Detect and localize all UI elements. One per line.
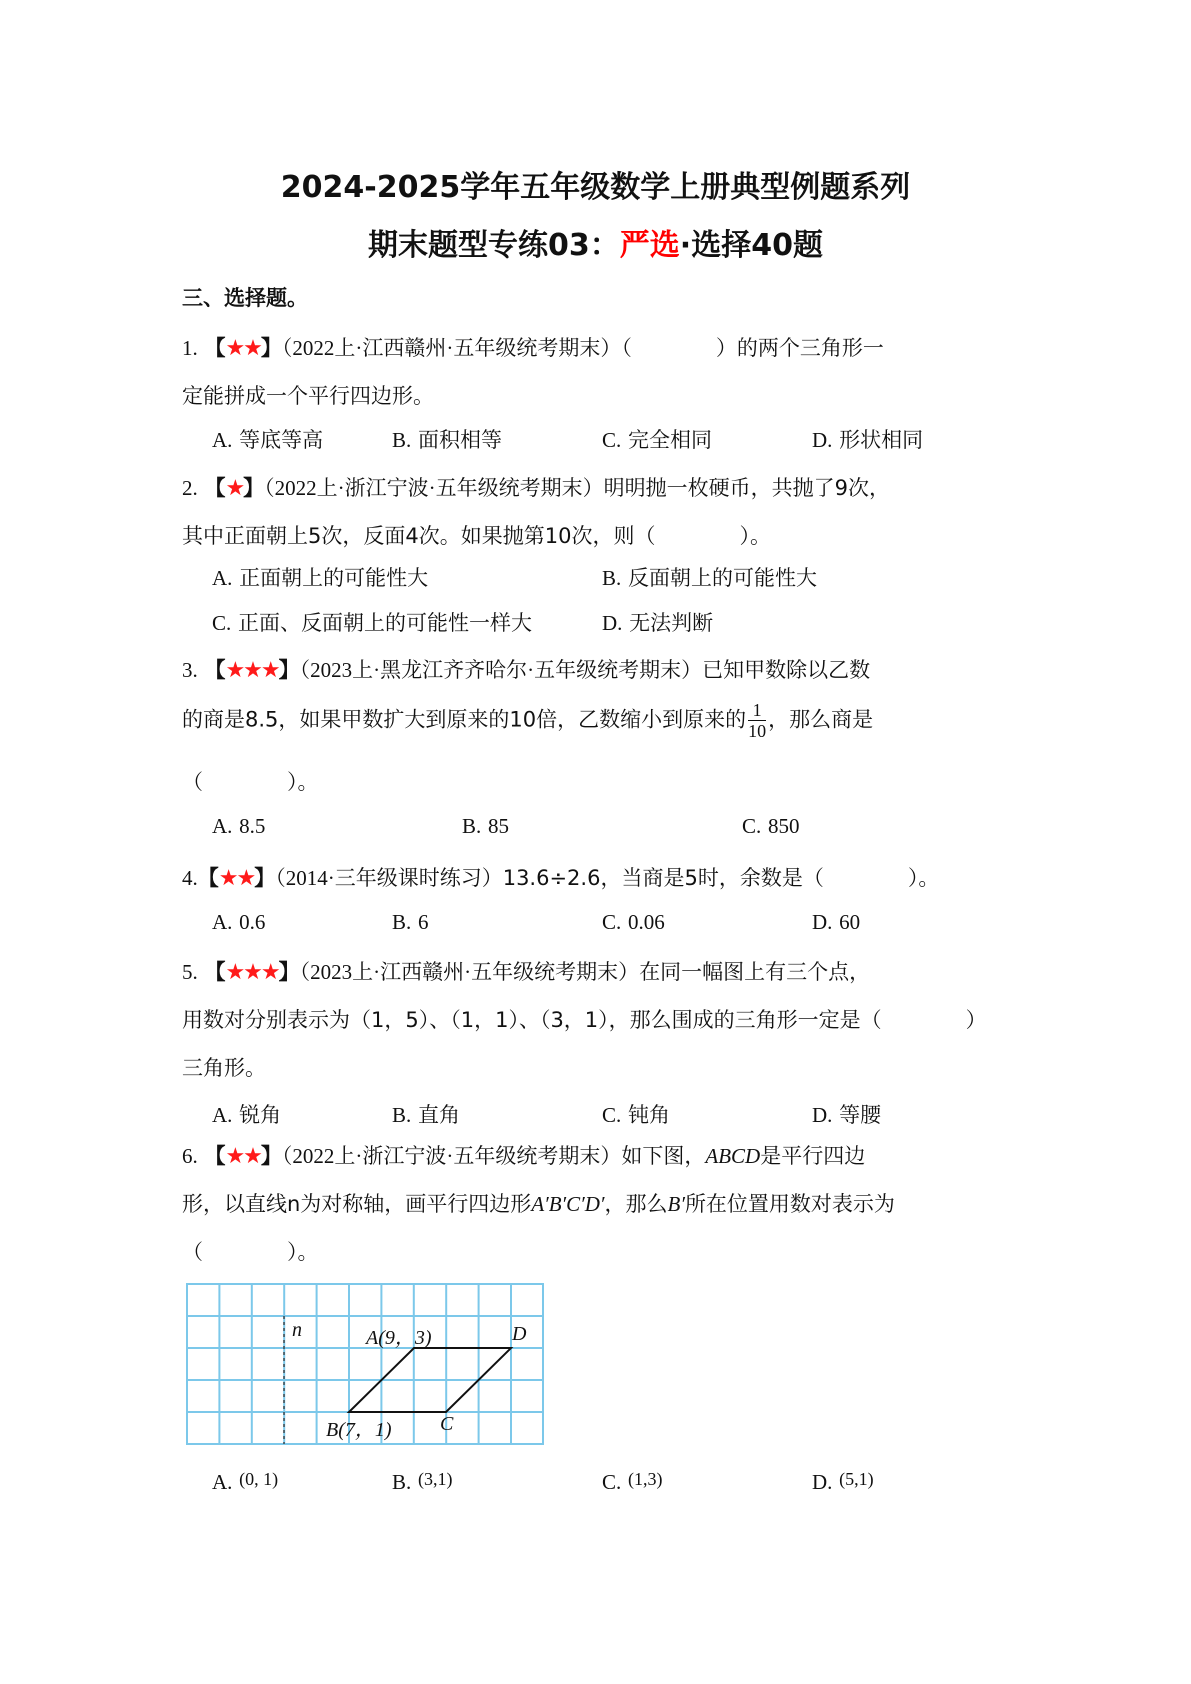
question-text: 所在位置用数对表示为: [684, 1192, 895, 1216]
point-label-c: C: [440, 1413, 454, 1435]
option-key: D.: [812, 1103, 833, 1127]
question-1-option-c[interactable]: [602, 424, 712, 454]
question-6-option-d[interactable]: [812, 1470, 874, 1495]
bracket-open: 【: [204, 960, 226, 984]
math-abcd: ABCD: [705, 1144, 761, 1168]
difficulty-stars-icon: ★: [225, 476, 244, 501]
option-key: C.: [602, 1103, 622, 1127]
question-1-line-1: [182, 332, 884, 362]
bracket-close: 】: [243, 476, 265, 500]
option-text: 等底等高: [239, 428, 324, 452]
difficulty-stars-icon: ★★★: [225, 960, 279, 985]
option-text: 完全相同: [627, 428, 712, 452]
fraction: [748, 700, 766, 741]
option-key: B.: [602, 566, 622, 590]
option-key: A.: [212, 1470, 233, 1494]
question-6-line-2: [182, 1188, 895, 1218]
option-key: D.: [812, 428, 833, 452]
bracket-close: 】: [254, 866, 276, 890]
question-5-option-d[interactable]: [812, 1099, 881, 1129]
question-6-option-a[interactable]: [212, 1470, 278, 1495]
question-text: 13.6÷2.6，当商是5时，余数是（ ）。: [502, 866, 940, 890]
parallelogram-grid-figure: [186, 1283, 544, 1445]
bracket-open: 【: [204, 336, 226, 360]
question-2-option-d[interactable]: [602, 607, 713, 637]
question-text: ，那么商是: [768, 707, 874, 732]
option-text: (5,1): [839, 1469, 874, 1489]
subtitle-suffix: ·选择40题: [679, 228, 823, 263]
document-subtitle: [0, 220, 1191, 264]
option-text: 0.06: [627, 910, 665, 934]
question-3-option-a[interactable]: [212, 814, 265, 839]
option-key: A.: [212, 428, 233, 452]
option-key: D.: [602, 611, 623, 635]
question-4-option-c[interactable]: [602, 910, 665, 935]
question-3-line-1: [182, 654, 870, 684]
option-text: 直角: [417, 1103, 460, 1127]
question-1-line-2: 定能拼成一个平行四边形。: [182, 384, 434, 408]
subtitle-highlight: 严选: [619, 228, 680, 263]
question-source: （2023上·江西赣州·五年级统考期末）: [299, 960, 640, 984]
question-source: （2014·三年级课时练习）: [275, 866, 503, 890]
point-label-d: D: [512, 1323, 527, 1345]
option-text: 形状相同: [839, 428, 924, 452]
axis-label-n: n: [292, 1319, 302, 1341]
option-key: C.: [602, 910, 622, 934]
question-2-option-a[interactable]: [212, 562, 428, 592]
question-2-option-b[interactable]: [602, 562, 817, 592]
difficulty-stars-icon: ★★: [225, 336, 261, 361]
question-4-option-d[interactable]: [812, 910, 860, 935]
question-number: 2.: [182, 476, 198, 500]
document-title: 2024-2025学年五年级数学上册典型例题系列: [280, 170, 911, 205]
question-3-line-3: （ ）。: [182, 770, 319, 794]
option-text: 850: [767, 814, 800, 838]
option-text: (1,3): [627, 1469, 663, 1489]
question-6-line-1: [182, 1140, 865, 1170]
question-4-line-1: [182, 862, 939, 892]
option-key: A.: [212, 910, 233, 934]
question-2-option-c[interactable]: [212, 607, 532, 637]
option-key: B.: [392, 1103, 412, 1127]
question-text: 形，以直线n为对称轴，画平行四边形: [182, 1192, 532, 1216]
option-key: A.: [212, 566, 233, 590]
difficulty-stars-icon: ★★★: [225, 658, 279, 683]
question-source: （2022上·江西赣州·五年级统考期末）: [281, 336, 622, 360]
question-6-line-3: （ ）。: [182, 1240, 319, 1264]
option-text: 85: [487, 814, 509, 838]
question-number: 1.: [182, 336, 198, 360]
option-key: B.: [392, 1470, 412, 1494]
question-source: （2023上·黑龙江齐齐哈尔·五年级统考期末）: [299, 658, 703, 682]
bracket-open: 【: [204, 1144, 226, 1168]
question-1-option-a[interactable]: [212, 424, 323, 454]
question-text: （ ）的两个三角形一: [621, 336, 884, 360]
question-3-option-c[interactable]: [742, 814, 799, 839]
bracket-open: 【: [204, 476, 226, 500]
point-label-a: A(9，3): [366, 1327, 432, 1349]
option-text: 正面朝上的可能性大: [239, 566, 429, 590]
question-3-option-b[interactable]: [462, 814, 509, 839]
option-key: D.: [812, 1470, 833, 1494]
math-abcd-prime: A′B′C′D′: [531, 1192, 605, 1216]
question-4-option-a[interactable]: [212, 910, 265, 935]
question-5-line-3: 三角形。: [182, 1056, 266, 1080]
option-key: B.: [392, 428, 412, 452]
bracket-close: 】: [260, 336, 282, 360]
option-text: (0, 1): [239, 1469, 279, 1489]
difficulty-stars-icon: ★★: [225, 1144, 261, 1169]
question-5-line-1: [182, 956, 870, 986]
question-number: 5.: [182, 960, 198, 984]
question-4-option-b[interactable]: [392, 910, 428, 935]
section-heading: 三、选择题。: [182, 286, 308, 310]
question-6-option-c[interactable]: [602, 1470, 662, 1495]
option-text: 面积相等: [417, 428, 502, 452]
option-text: 8.5: [239, 814, 266, 838]
question-3-line-2: [182, 700, 873, 741]
option-text: 反面朝上的可能性大: [627, 566, 817, 590]
question-text: 已知甲数除以乙数: [702, 658, 871, 682]
question-5-option-b[interactable]: [392, 1099, 460, 1129]
fraction-numerator: 1: [748, 700, 766, 721]
option-key: C.: [602, 1470, 622, 1494]
subtitle-prefix: 期末题型专练03：: [368, 228, 620, 263]
option-key: C.: [742, 814, 762, 838]
point-label-b: B(7，1): [326, 1419, 392, 1441]
bracket-close: 】: [278, 658, 300, 682]
question-5-line-2: 用数对分别表示为（1，5）、（1，1）、（3，1），那么围成的三角形一定是（ ）: [182, 1008, 987, 1032]
difficulty-stars-icon: ★★: [218, 866, 255, 891]
question-text: 是平行四边: [760, 1144, 866, 1168]
question-text: 的商是8.5，如果甲数扩大到原来的10倍，乙数缩小到原来的: [182, 707, 747, 732]
question-source: （2022上·浙江宁波·五年级统考期末）: [264, 476, 604, 500]
question-1-option-d[interactable]: [812, 424, 923, 454]
option-text: 钝角: [627, 1103, 670, 1127]
option-text: 无法判断: [629, 611, 714, 635]
option-key: A.: [212, 814, 233, 838]
option-key: B.: [392, 910, 412, 934]
question-number: 4.: [182, 866, 198, 890]
question-text: ，那么: [604, 1192, 668, 1216]
option-key: A.: [212, 1103, 233, 1127]
option-text: 0.6: [239, 910, 266, 934]
option-text: 锐角: [239, 1103, 282, 1127]
question-text: 在同一幅图上有三个点，: [639, 960, 871, 984]
question-2-line-2: 其中正面朝上5次，反面4次。如果抛第10次，则（ ）。: [182, 524, 771, 548]
option-text: 6: [417, 910, 429, 934]
question-source: （2022上·浙江宁波·五年级统考期末）: [281, 1144, 622, 1168]
question-2-line-1: [182, 472, 890, 502]
question-1-option-b[interactable]: [392, 424, 502, 454]
option-text: 正面、反面朝上的可能性一样大: [237, 611, 532, 635]
question-number: 3.: [182, 658, 198, 682]
option-text: (3,1): [417, 1469, 453, 1489]
question-5-option-a[interactable]: [212, 1099, 281, 1129]
option-key: C.: [212, 611, 232, 635]
bracket-open: 【: [197, 866, 219, 890]
bracket-open: 【: [204, 658, 226, 682]
question-text: 如下图，: [621, 1144, 706, 1168]
math-b-prime: B′: [667, 1192, 685, 1216]
option-text: 等腰: [839, 1103, 882, 1127]
bracket-close: 】: [260, 1144, 282, 1168]
option-key: B.: [462, 814, 482, 838]
question-text: 明明抛一枚硬币，共抛了9次，: [603, 476, 891, 500]
option-key: D.: [812, 910, 833, 934]
question-number: 6.: [182, 1144, 198, 1168]
bracket-close: 】: [278, 960, 300, 984]
fraction-denominator: 10: [748, 721, 767, 741]
question-6-option-b[interactable]: [392, 1470, 452, 1495]
option-text: 60: [839, 910, 861, 934]
option-key: C.: [602, 428, 622, 452]
question-5-option-c[interactable]: [602, 1099, 670, 1129]
